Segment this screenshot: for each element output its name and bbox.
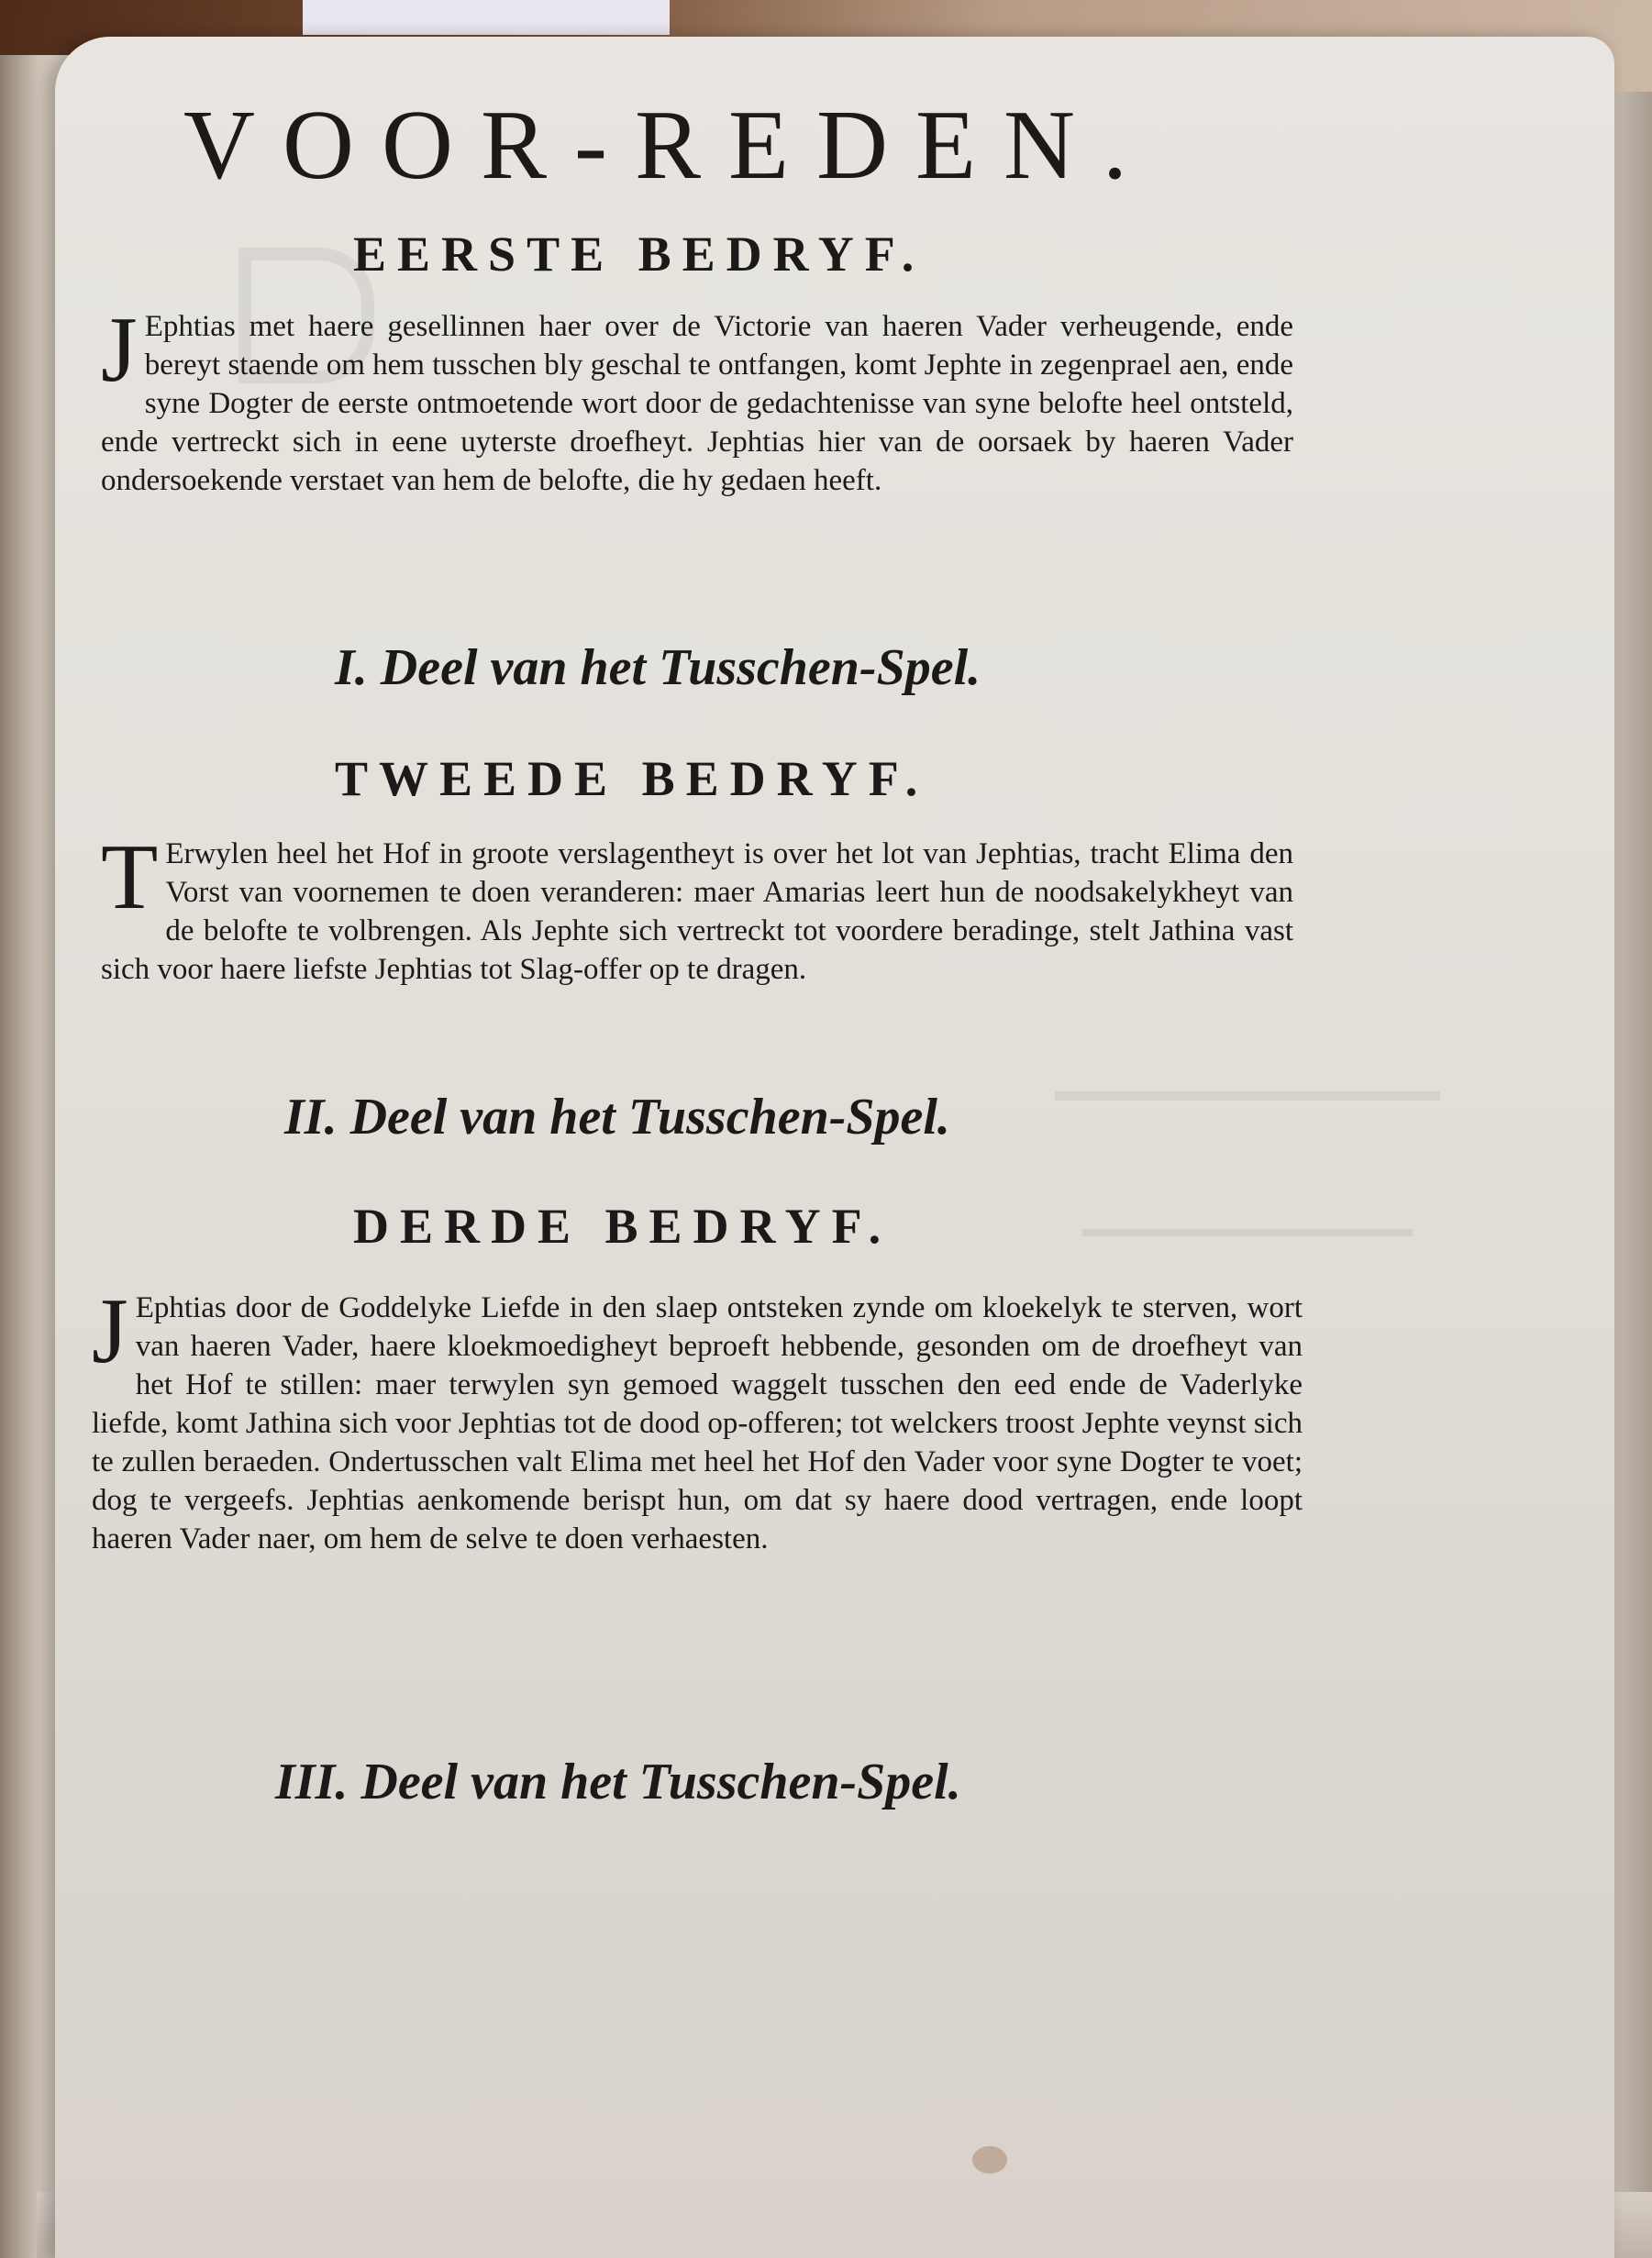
summary-text: Erwylen heel het Hof in groote verslagentheyt is over het lot van Jephtias, tracht Elima den Vorst van voornemen te doen veranderen: maer Amarias leert hun de noodsakelykheyt van de belofte te volbrengen. Als Jephte sich vertreckt tot voordere beradinge, stelt Jathina vast sich voor haere liefste Jephtias tot Slag-offer op te dragen.: [101, 837, 1293, 986]
summary-text: Ephtias met haere gesellinnen haer over de Victorie van haeren Vader verheugende, ende bereyt staende om hem tusschen bly geschal te ontfangen, komt Jephte in zegenprael aen, ende syne Dogter de eerste ontmoetende wort door de gedachtenisse van syne belofte heel ontsteld, ende vertreckt sich in eene uyterste droefheyt. Jephtias hier van de oorsaek by haeren Vader ondersoekende verstaet van hem de belofte, die hy gedaen heeft.: [101, 310, 1293, 497]
drop-capital: J: [92, 1279, 128, 1383]
summary-text: Ephtias door de Goddelyke Liefde in den slaep ontsteken zynde om kloekelyk te sterven, wort van haeren Vader, haere kloekmoedigheyt beproeft hebbende, gesonden om de droefheyt van het Hof te stillen: maer terwylen syn gemoed waggelt tusschen den eed ende de Vaderlyke liefde, komt Jathina sich voor Jephtias tot de dood op-offeren; tot welckers troost Jephte veynst sich te zullen beraeden. Ondertusschen valt Elima met heel het Hof den Vader voor syne Dogter te voet; dog te vergeefs. Jephtias aenkomende berispt hun, om dat sy haere dood vertragen, ende loopt haeren Vader naer, om hem de selve te doen verhaesten.: [92, 1291, 1303, 1555]
drop-capital: J: [101, 298, 138, 402]
act-heading: TWEEDE BEDRYF.: [335, 751, 929, 806]
paper-slip: [303, 0, 670, 35]
drop-capital: T: [101, 825, 159, 929]
interlude-heading: I. Deel van het Tusschen-Spel.: [335, 639, 981, 696]
paper-stain: [972, 2146, 1007, 2174]
act-summary: [101, 298, 1293, 500]
act-heading: EERSTE BEDRYF.: [353, 227, 926, 282]
show-through-shape: [1082, 1174, 1413, 1236]
act-summary: [92, 1279, 1303, 1558]
page-title: VOOR-REDEN.: [183, 91, 1155, 200]
act-heading: DERDE BEDRYF.: [353, 1199, 893, 1254]
show-through-shape: [1055, 1027, 1440, 1101]
interlude-heading: III. Deel van het Tusschen-Spel.: [275, 1754, 961, 1810]
act-summary: [101, 825, 1293, 989]
interlude-heading: II. Deel van het Tusschen-Spel.: [284, 1089, 950, 1146]
